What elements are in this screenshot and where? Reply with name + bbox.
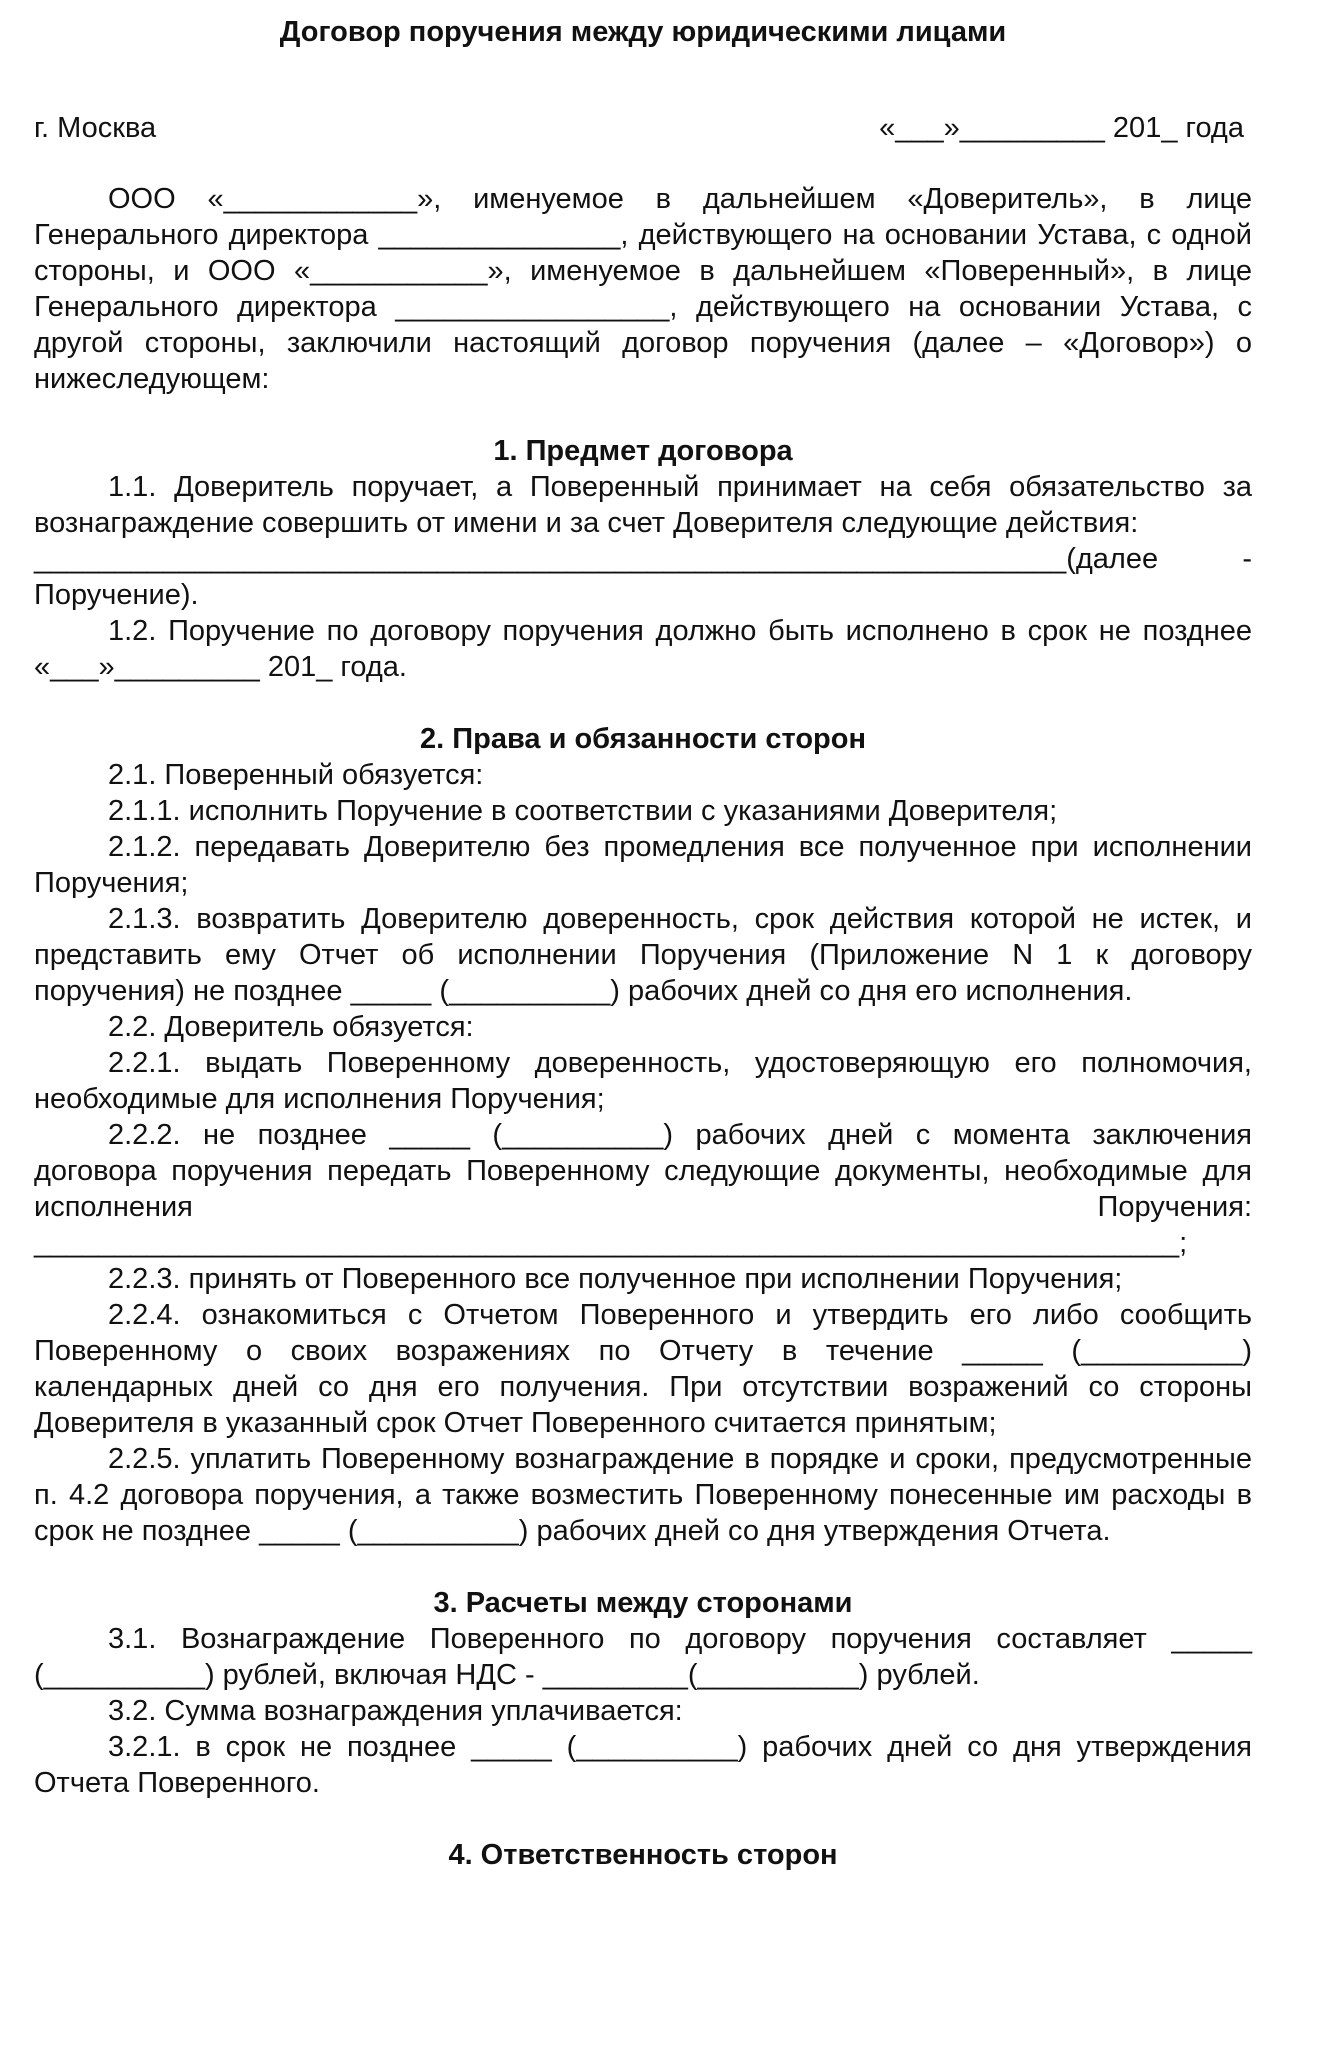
clause-1-1: 1.1. Доверитель поручает, а Поверенный принимает на себя обязательство за вознаграждение совершить от имени и за счет Доверителя следующие действия: [34,471,1252,539]
clause-3-2-1: 3.2.1. в срок не позднее _____ (__________) рабочих дней со дня утверждения Отчета Поверенного. [34,1731,1252,1799]
clause-2-2-2: 2.2.2. не позднее _____ (__________) рабочих дней с момента заключения договора поручения передать Поверенному следующие документы, необходимые для исполнения Поручения: [34,1119,1252,1223]
section-heading: 2. Права и обязанности сторон [420,723,866,755]
clause-2-1-1: 2.1.1. исполнить Поручение в соответствии с указаниями Доверителя; [108,795,1058,827]
section-4 [34,1837,1252,1873]
section-heading: 3. Расчеты между сторонами [433,1587,853,1619]
clause-2-2-1: 2.2.1. выдать Поверенному доверенность, удостоверяющую его полномочия, необходимые для исполнения Поручения; [34,1047,1252,1115]
place-date-row [34,110,1252,146]
section-heading: 4. Ответственность сторон [448,1839,838,1871]
clause-2-1: 2.1. Поверенный обязуется: [108,759,484,791]
clause-2-1-2: 2.1.2. передавать Доверителю без промедления все полученное при исполнении Поручения; [34,831,1252,899]
clause-2-1-3: 2.1.3. возвратить Доверителю доверенность, срок действия которой не истек, и представить ему Отчет об исполнении Поручения (Приложение N 1 к договору поручения) не позднее _____ (__________) рабочих дней со дня его исполнения. [34,903,1252,1007]
clause-2-2-5: 2.2.5. уплатить Поверенному вознаграждение в порядке и сроки, предусмотренные п. 4.2 договора поручения, а также возместить Поверенному понесенные им расходы в срок не позднее _____ (__________) рабочих дней со дня утверждения Отчета. [34,1443,1252,1547]
clause-2-2-3: 2.2.3. принять от Поверенного все полученное при исполнении Поручения; [108,1263,1123,1295]
clause-2-2: 2.2. Доверитель обязуется: [108,1011,474,1043]
section-heading: 1. Предмет договора [493,435,793,467]
contract-date: «___»_________ 201_ года [879,112,1244,144]
clause-1-2: 1.2. Поручение по договору поручения должно быть исполнено в срок не позднее «___»_________ 201_ года. [34,615,1252,683]
section-1 [34,433,1252,685]
city: г. Москва [34,112,157,144]
preamble: ООО «____________», именуемое в дальнейшем «Доверитель», в лице Генерального директора _______________, действующего на основании Устава, с одной стороны, и ООО «___________», именуемое в дальнейшем «Поверенный», в лице Генерального директора _________________, действующего на основании Устава, с другой стороны, заключили настоящий договор поручения (далее – «Договор») о нижеследующем: [34,183,1252,395]
clause-3-2: 3.2. Сумма вознаграждения уплачивается: [108,1695,683,1727]
section-3 [34,1585,1252,1801]
section-2 [34,721,1252,1549]
clause-2-2-4: 2.2.4. ознакомиться с Отчетом Поверенного и утвердить его либо сообщить Поверенному о своих возражениях по Отчету в течение _____ (__________) календарных дней со дня его получения. При отсутствии возражений со стороны Доверителя в указанный срок Отчет Поверенного считается принятым; [34,1299,1252,1439]
clause-3-1: 3.1. Вознаграждение Поверенного по договору поручения составляет _____ (__________) рублей, включая НДС - _________(__________) рублей. [34,1623,1252,1691]
clause-2-2-2-blank: _______________________________________________________________________; [34,1227,1188,1259]
document-title: Договор поручения между юридическими лицами [279,16,1007,48]
document-body [34,181,1252,1873]
clause-1-1-blank: ________________________________________________________________(далее - Поручение). [34,543,1252,611]
